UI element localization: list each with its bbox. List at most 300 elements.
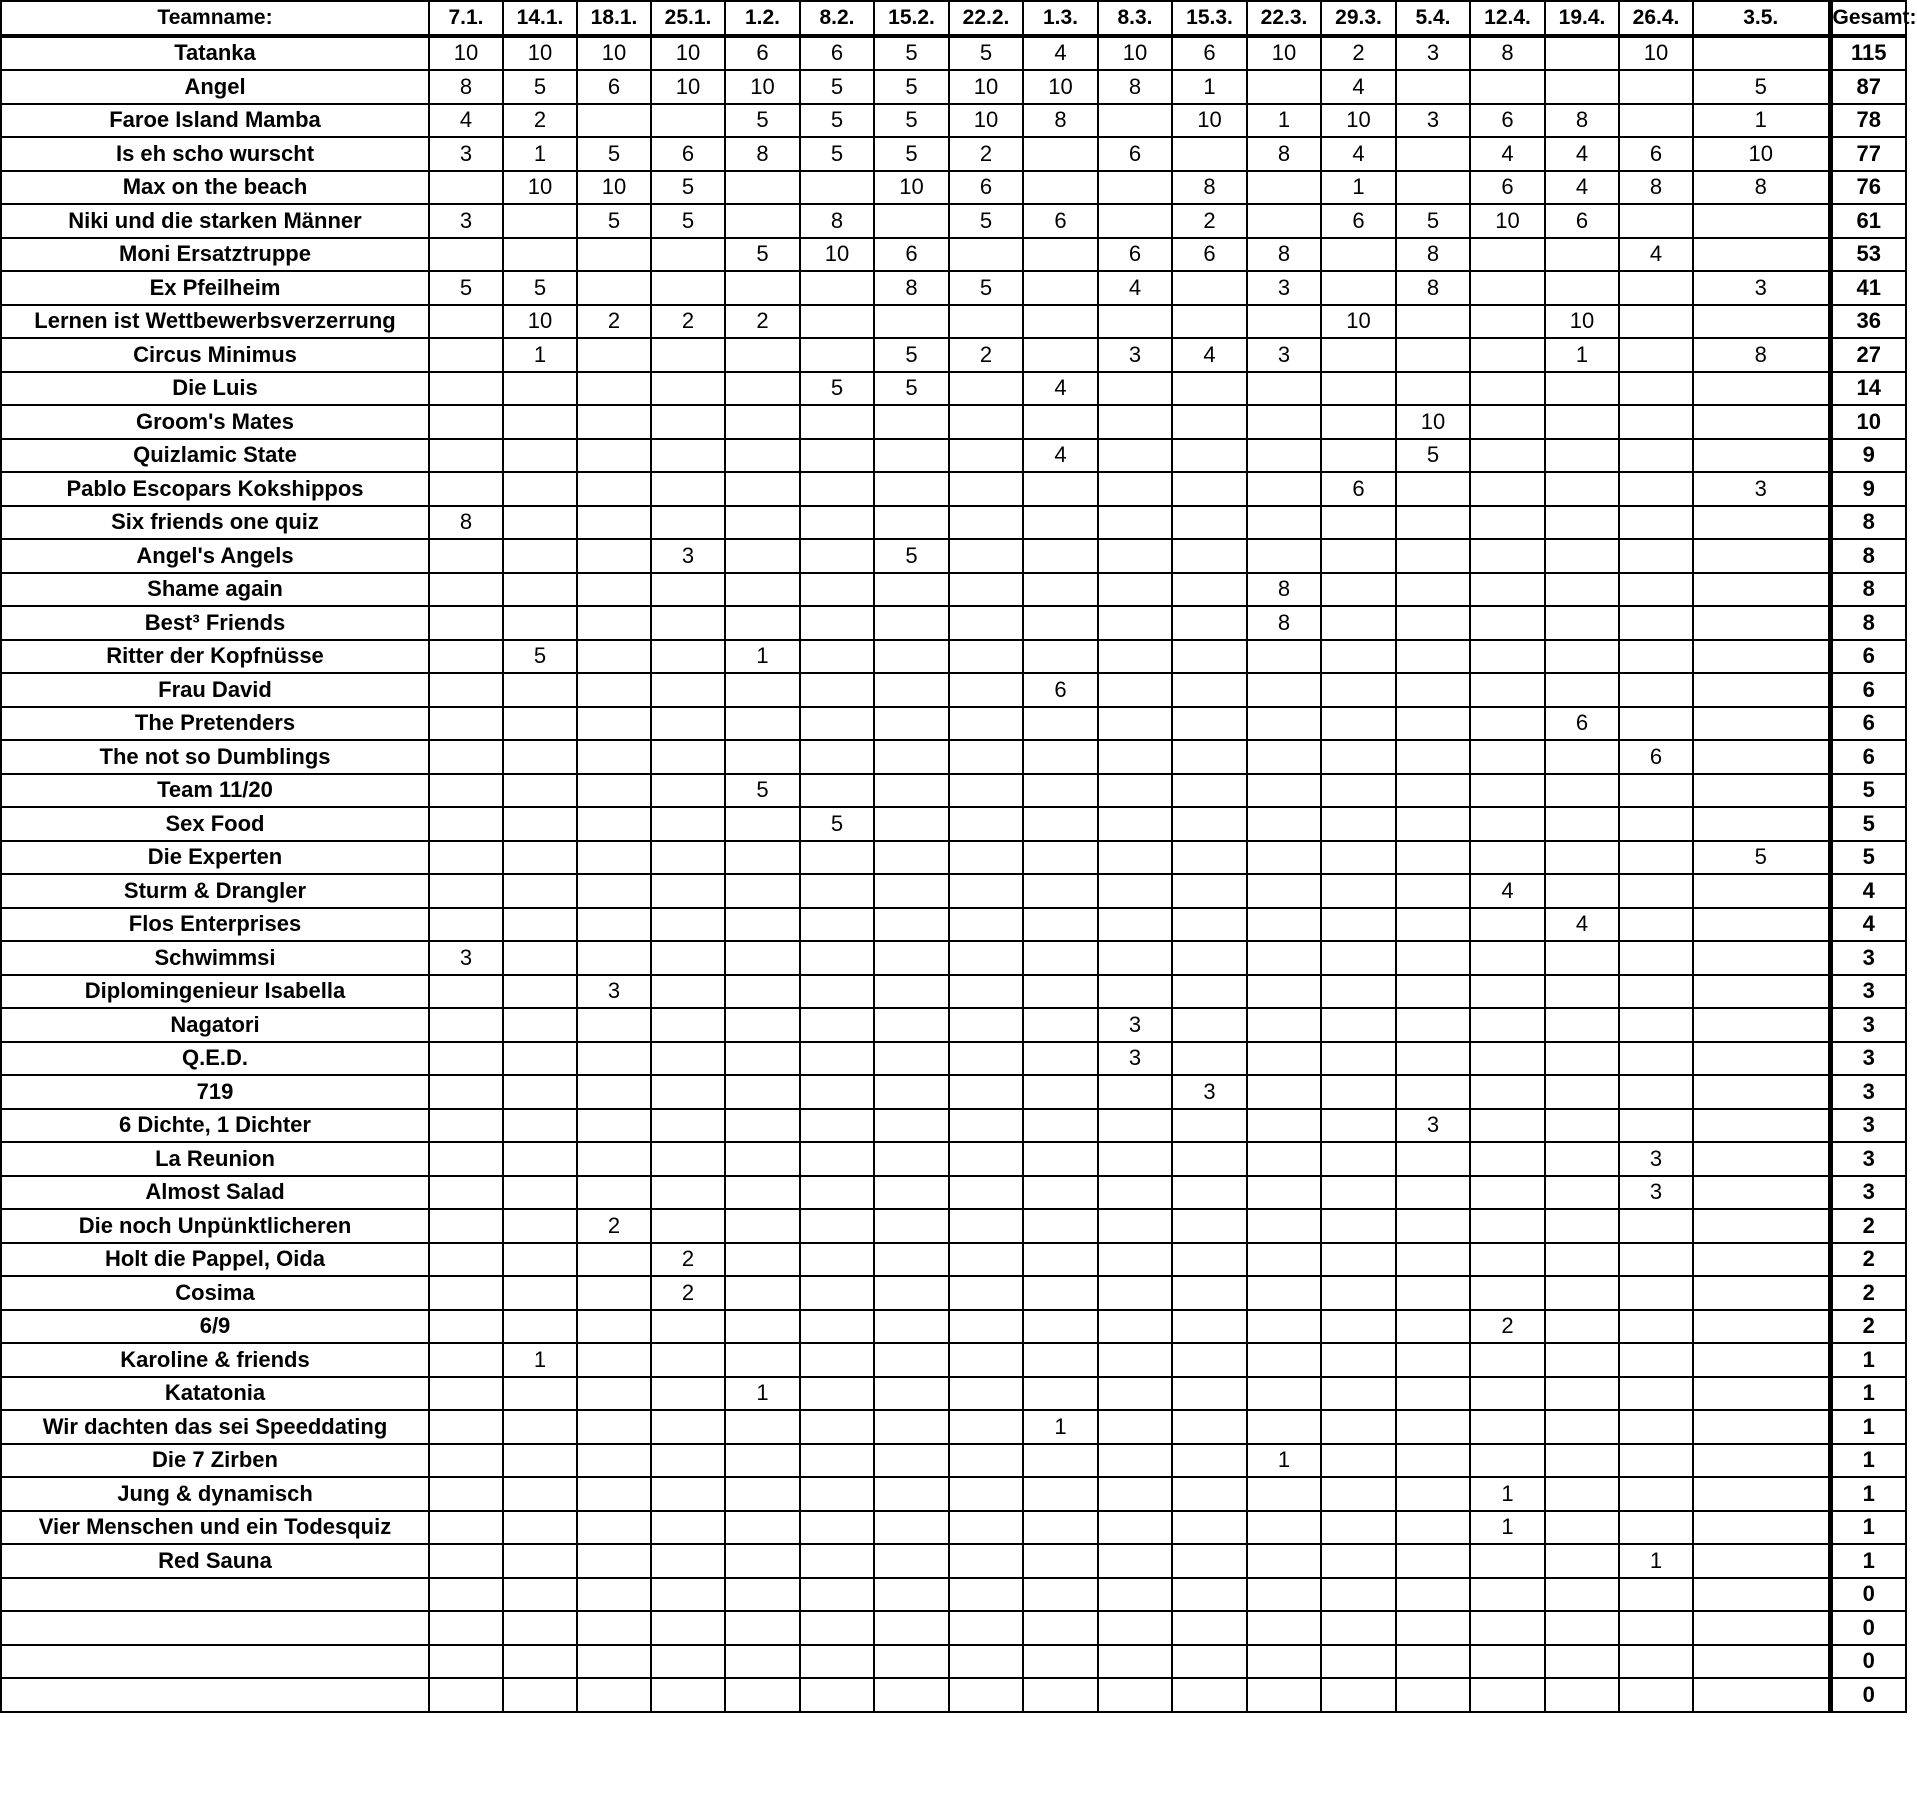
score-cell	[1172, 1176, 1247, 1210]
score-cell	[1098, 640, 1172, 674]
total-cell: 1	[1830, 1377, 1906, 1411]
score-cell	[1321, 1109, 1396, 1143]
score-cell	[1396, 774, 1470, 808]
score-cell: 5	[577, 204, 651, 238]
score-cell	[1619, 539, 1693, 573]
score-cell	[949, 1075, 1023, 1109]
score-cell	[874, 1243, 949, 1277]
score-cell: 10	[577, 36, 651, 71]
table-row	[1, 807, 1906, 841]
score-cell	[874, 1645, 949, 1679]
score-cell	[577, 908, 651, 942]
score-cell	[1470, 1008, 1545, 1042]
score-cell	[1693, 740, 1830, 774]
score-cell: 6	[725, 36, 800, 71]
score-cell	[1545, 1209, 1619, 1243]
score-cell	[1470, 1176, 1545, 1210]
team-name-cell: 6 Dichte, 1 Dichter	[1, 1109, 429, 1143]
score-cell	[800, 1477, 874, 1511]
score-cell	[1247, 1276, 1321, 1310]
score-cell	[503, 1511, 577, 1545]
score-cell	[1396, 1511, 1470, 1545]
team-name-cell	[1, 1645, 429, 1679]
score-cell	[577, 1142, 651, 1176]
score-cell	[1619, 874, 1693, 908]
score-cell	[1545, 1243, 1619, 1277]
score-cell	[1023, 707, 1098, 741]
score-cell	[651, 1042, 725, 1076]
score-cell	[1693, 506, 1830, 540]
score-cell	[1172, 1544, 1247, 1578]
score-cell: 8	[1693, 338, 1830, 372]
score-cell	[1693, 1611, 1830, 1645]
score-cell	[1545, 1611, 1619, 1645]
score-cell	[800, 1243, 874, 1277]
score-cell	[1396, 1243, 1470, 1277]
score-cell	[800, 1310, 874, 1344]
team-name-cell: Jung & dynamisch	[1, 1477, 429, 1511]
team-name-cell: Die Luis	[1, 372, 429, 406]
score-cell	[1693, 573, 1830, 607]
score-cell	[949, 673, 1023, 707]
score-cell	[1396, 506, 1470, 540]
score-cell	[800, 338, 874, 372]
total-cell: 36	[1830, 305, 1906, 339]
total-cell: 6	[1830, 673, 1906, 707]
score-cell	[651, 1544, 725, 1578]
total-cell: 41	[1830, 271, 1906, 305]
score-cell	[800, 1142, 874, 1176]
score-cell	[874, 606, 949, 640]
score-cell	[725, 841, 800, 875]
total-cell: 77	[1830, 137, 1906, 171]
score-cell	[503, 1075, 577, 1109]
score-cell	[725, 573, 800, 607]
score-cell	[725, 1142, 800, 1176]
team-name-cell: Lernen ist Wettbewerbsverzerrung	[1, 305, 429, 339]
score-cell	[1321, 506, 1396, 540]
score-cell	[1321, 807, 1396, 841]
score-cell	[800, 405, 874, 439]
score-cell: 6	[874, 238, 949, 272]
score-cell	[874, 405, 949, 439]
total-cell: 3	[1830, 975, 1906, 1009]
score-cell	[1693, 1276, 1830, 1310]
total-cell: 6	[1830, 640, 1906, 674]
score-cell: 5	[800, 372, 874, 406]
table-row	[1, 405, 1906, 439]
score-cell	[1321, 1243, 1396, 1277]
score-cell: 5	[577, 137, 651, 171]
table-row	[1, 841, 1906, 875]
score-cell	[1470, 1444, 1545, 1478]
score-cell	[1023, 1310, 1098, 1344]
date-column-header: 18.1.	[577, 1, 651, 36]
score-cell: 8	[1619, 171, 1693, 205]
score-cell	[1321, 874, 1396, 908]
score-cell	[1023, 606, 1098, 640]
score-cell	[1470, 1377, 1545, 1411]
score-cell	[1098, 405, 1172, 439]
score-cell	[651, 1578, 725, 1612]
score-cell	[1247, 807, 1321, 841]
total-cell: 9	[1830, 472, 1906, 506]
score-cell	[651, 1343, 725, 1377]
score-cell	[503, 1142, 577, 1176]
score-cell	[1619, 807, 1693, 841]
score-cell	[1545, 238, 1619, 272]
score-cell: 3	[1098, 1008, 1172, 1042]
score-cell: 1	[1023, 1410, 1098, 1444]
score-cell: 4	[1098, 271, 1172, 305]
score-cell	[1247, 1243, 1321, 1277]
score-cell	[800, 1042, 874, 1076]
score-cell: 5	[800, 70, 874, 104]
score-cell: 10	[503, 171, 577, 205]
score-cell: 1	[503, 338, 577, 372]
score-cell: 5	[949, 271, 1023, 305]
score-cell	[503, 1611, 577, 1645]
score-cell	[1247, 1477, 1321, 1511]
score-cell	[1470, 573, 1545, 607]
score-cell	[1396, 640, 1470, 674]
total-cell: 1	[1830, 1544, 1906, 1578]
score-cell	[1545, 1678, 1619, 1712]
score-cell	[1023, 305, 1098, 339]
score-cell	[1470, 338, 1545, 372]
score-cell	[800, 740, 874, 774]
score-cell	[874, 640, 949, 674]
team-name-cell: Sturm & Drangler	[1, 874, 429, 908]
team-column-header: Teamname:	[1, 1, 429, 36]
score-cell	[725, 1544, 800, 1578]
score-cell: 4	[1619, 238, 1693, 272]
score-cell	[1545, 472, 1619, 506]
score-cell: 10	[1023, 70, 1098, 104]
score-cell	[874, 941, 949, 975]
score-cell	[725, 807, 800, 841]
score-cell	[874, 1276, 949, 1310]
score-cell	[1098, 908, 1172, 942]
score-cell: 3	[1693, 472, 1830, 506]
score-cell	[429, 1042, 503, 1076]
total-cell: 3	[1830, 1109, 1906, 1143]
score-cell	[1693, 874, 1830, 908]
score-cell	[1321, 1544, 1396, 1578]
score-cell	[1321, 1645, 1396, 1679]
date-column-header: 1.3.	[1023, 1, 1098, 36]
score-cell	[874, 1109, 949, 1143]
score-cell	[1023, 1176, 1098, 1210]
score-cell	[1098, 874, 1172, 908]
score-cell	[1321, 841, 1396, 875]
score-cell	[1470, 975, 1545, 1009]
score-cell	[1545, 807, 1619, 841]
score-cell	[949, 841, 1023, 875]
score-cell	[503, 673, 577, 707]
score-cell	[1693, 707, 1830, 741]
score-cell	[577, 673, 651, 707]
score-cell	[1619, 1243, 1693, 1277]
score-cell	[1172, 1578, 1247, 1612]
score-cell	[1693, 439, 1830, 473]
score-cell	[1321, 774, 1396, 808]
score-cell: 1	[725, 1377, 800, 1411]
score-cell	[1470, 908, 1545, 942]
score-cell	[1470, 640, 1545, 674]
score-cell: 4	[1321, 70, 1396, 104]
score-cell	[1396, 70, 1470, 104]
score-cell	[949, 1578, 1023, 1612]
score-cell	[1023, 271, 1098, 305]
team-name-cell: Schwimmsi	[1, 941, 429, 975]
team-name-cell: Groom's Mates	[1, 405, 429, 439]
score-cell	[1693, 1544, 1830, 1578]
score-cell	[725, 673, 800, 707]
team-name-cell: Shame again	[1, 573, 429, 607]
total-cell: 87	[1830, 70, 1906, 104]
score-cell	[1247, 874, 1321, 908]
total-cell: 0	[1830, 1678, 1906, 1712]
score-cell	[1693, 1477, 1830, 1511]
score-cell: 8	[800, 204, 874, 238]
score-cell	[577, 841, 651, 875]
total-cell: 3	[1830, 941, 1906, 975]
score-cell	[1172, 807, 1247, 841]
score-cell: 5	[1693, 70, 1830, 104]
score-cell	[1023, 1042, 1098, 1076]
table-row	[1, 1377, 1906, 1411]
score-cell: 6	[1321, 472, 1396, 506]
score-cell	[1172, 1645, 1247, 1679]
table-row	[1, 238, 1906, 272]
table-row	[1, 104, 1906, 138]
score-cell	[577, 774, 651, 808]
score-cell: 5	[874, 539, 949, 573]
score-cell	[1023, 1444, 1098, 1478]
score-cell	[429, 673, 503, 707]
score-cell	[1396, 1410, 1470, 1444]
score-cell	[503, 1410, 577, 1444]
score-cell	[1172, 1276, 1247, 1310]
total-cell: 5	[1830, 807, 1906, 841]
total-cell: 3	[1830, 1042, 1906, 1076]
score-cell	[1693, 305, 1830, 339]
score-cell	[1172, 1008, 1247, 1042]
score-cell: 8	[1247, 238, 1321, 272]
score-cell	[651, 1008, 725, 1042]
score-cell	[1321, 1209, 1396, 1243]
table-body	[1, 36, 1906, 1712]
date-column-header: 1.2.	[725, 1, 800, 36]
score-cell	[1098, 807, 1172, 841]
score-cell	[651, 1410, 725, 1444]
score-cell	[1619, 1377, 1693, 1411]
score-cell	[1321, 1578, 1396, 1612]
score-cell	[1693, 1008, 1830, 1042]
score-cell	[1172, 941, 1247, 975]
score-cell	[1247, 1142, 1321, 1176]
score-cell	[503, 238, 577, 272]
score-cell	[429, 1544, 503, 1578]
score-cell	[1247, 204, 1321, 238]
table-row	[1, 338, 1906, 372]
table-row	[1, 506, 1906, 540]
score-cell	[949, 1142, 1023, 1176]
score-cell	[1693, 941, 1830, 975]
score-cell	[503, 1109, 577, 1143]
score-cell	[800, 1410, 874, 1444]
score-cell: 4	[1545, 137, 1619, 171]
score-cell	[577, 941, 651, 975]
score-cell	[1098, 606, 1172, 640]
score-cell	[1470, 740, 1545, 774]
score-cell	[1172, 539, 1247, 573]
score-cell	[1545, 36, 1619, 71]
score-cell	[874, 1008, 949, 1042]
score-cell	[949, 1511, 1023, 1545]
score-cell: 5	[874, 104, 949, 138]
score-cell	[1693, 1645, 1830, 1679]
score-cell	[1247, 439, 1321, 473]
score-cell	[1023, 1142, 1098, 1176]
table-row	[1, 539, 1906, 573]
total-cell: 14	[1830, 372, 1906, 406]
score-cell	[429, 1578, 503, 1612]
score-cell	[800, 1578, 874, 1612]
team-name-cell: Tatanka	[1, 36, 429, 71]
score-cell	[1470, 1343, 1545, 1377]
score-cell	[577, 1176, 651, 1210]
score-cell	[1396, 673, 1470, 707]
score-cell	[1545, 1444, 1619, 1478]
score-cell	[503, 874, 577, 908]
score-cell	[503, 1544, 577, 1578]
score-cell	[1098, 1209, 1172, 1243]
score-cell	[1396, 1377, 1470, 1411]
score-cell	[1098, 1243, 1172, 1277]
score-cell	[1693, 1142, 1830, 1176]
score-cell	[800, 1511, 874, 1545]
score-cell	[1023, 1209, 1098, 1243]
score-cell	[429, 439, 503, 473]
score-cell	[1545, 640, 1619, 674]
score-cell	[874, 439, 949, 473]
score-cell	[503, 573, 577, 607]
score-cell: 5	[725, 774, 800, 808]
team-name-cell: Pablo Escopars Kokshippos	[1, 472, 429, 506]
score-cell	[651, 1611, 725, 1645]
score-cell	[1470, 1142, 1545, 1176]
score-cell	[1470, 1544, 1545, 1578]
score-cell	[1396, 1578, 1470, 1612]
score-cell	[1396, 707, 1470, 741]
score-cell	[1023, 1109, 1098, 1143]
score-cell	[725, 1310, 800, 1344]
table-row	[1, 439, 1906, 473]
score-cell	[1172, 1142, 1247, 1176]
date-column-header: 22.2.	[949, 1, 1023, 36]
score-cell	[1247, 1209, 1321, 1243]
score-cell	[1470, 539, 1545, 573]
score-cell	[1172, 1477, 1247, 1511]
score-cell	[1247, 1176, 1321, 1210]
score-cell	[1470, 372, 1545, 406]
team-name-cell	[1, 1611, 429, 1645]
total-cell: 3	[1830, 1008, 1906, 1042]
total-cell: 4	[1830, 874, 1906, 908]
score-cell: 5	[874, 70, 949, 104]
score-cell	[1396, 874, 1470, 908]
score-cell	[1023, 975, 1098, 1009]
total-cell: 5	[1830, 841, 1906, 875]
score-cell	[949, 1176, 1023, 1210]
score-cell	[429, 171, 503, 205]
score-cell	[1247, 171, 1321, 205]
score-cell	[1023, 740, 1098, 774]
score-cell	[1619, 673, 1693, 707]
score-cell	[1023, 472, 1098, 506]
score-cell	[1172, 1343, 1247, 1377]
score-cell	[1470, 1276, 1545, 1310]
score-cell	[503, 1678, 577, 1712]
score-cell	[577, 1310, 651, 1344]
score-cell: 2	[651, 305, 725, 339]
score-cell	[725, 1075, 800, 1109]
team-name-cell: Sex Food	[1, 807, 429, 841]
score-cell	[1321, 573, 1396, 607]
score-cell	[1023, 1544, 1098, 1578]
team-name-cell: Cosima	[1, 1276, 429, 1310]
score-cell	[725, 439, 800, 473]
team-name-cell: Is eh scho wurscht	[1, 137, 429, 171]
score-cell	[1693, 640, 1830, 674]
score-cell: 1	[503, 137, 577, 171]
score-cell: 1	[1172, 70, 1247, 104]
score-cell	[429, 1276, 503, 1310]
score-cell	[874, 740, 949, 774]
score-cell	[577, 707, 651, 741]
score-cell	[725, 740, 800, 774]
score-cell	[1098, 1477, 1172, 1511]
total-cell: 0	[1830, 1645, 1906, 1679]
score-cell: 2	[503, 104, 577, 138]
score-cell	[1098, 1544, 1172, 1578]
score-cell	[1545, 975, 1619, 1009]
score-cell	[1619, 372, 1693, 406]
score-cell	[1693, 673, 1830, 707]
score-cell	[874, 975, 949, 1009]
score-cell: 8	[725, 137, 800, 171]
score-cell	[874, 807, 949, 841]
score-cell	[1247, 305, 1321, 339]
score-cell	[725, 372, 800, 406]
score-cell	[874, 1377, 949, 1411]
score-cell	[1098, 539, 1172, 573]
table-row	[1, 171, 1906, 205]
score-cell	[429, 1444, 503, 1478]
date-column-header: 22.3.	[1247, 1, 1321, 36]
score-cell	[1098, 673, 1172, 707]
score-cell	[949, 405, 1023, 439]
score-cell	[1247, 1678, 1321, 1712]
score-cell	[949, 1042, 1023, 1076]
score-cell	[651, 104, 725, 138]
score-cell	[1619, 1477, 1693, 1511]
score-cell: 10	[1693, 137, 1830, 171]
score-cell: 10	[800, 238, 874, 272]
score-cell	[503, 1444, 577, 1478]
